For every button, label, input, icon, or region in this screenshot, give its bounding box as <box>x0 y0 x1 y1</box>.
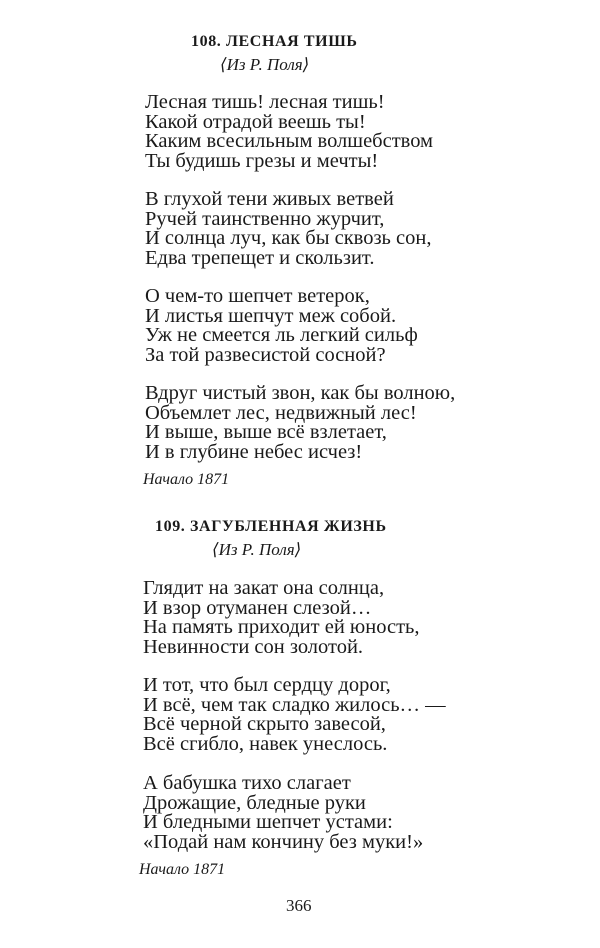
poem-109-date: Начало 1871 <box>139 861 226 878</box>
poem-line: Вдруг чистый звон, как бы волною, <box>145 382 456 404</box>
poem-line: И всё, чем так сладко жилось… — <box>143 693 446 716</box>
poem-line: Уж не смеется ль легкий сильф <box>145 324 418 346</box>
poem-108-date: Начало 1871 <box>143 471 230 488</box>
poem-line: Всё черной скрыто завесой, <box>143 713 386 735</box>
poem-108-source: ⟨Из Р. Поля⟩ <box>220 55 310 74</box>
poem-line: Какой отрадой веешь ты! <box>145 110 366 133</box>
poem-109-stanza-1 <box>143 579 420 657</box>
poem-line: А бабушка тихо слагает <box>143 772 351 794</box>
poem-line: И выше, выше всё взлетает, <box>145 421 387 443</box>
poem-108-title: 108. ЛЕСНАЯ ТИШЬ <box>191 33 358 50</box>
poem-108-stanza-4 <box>145 384 455 462</box>
page-number: 366 <box>286 896 312 915</box>
poem-line: Лесная тишь! лесная тишь! <box>145 91 385 113</box>
poem-108-stanza-1 <box>145 93 433 171</box>
poem-line: И взор отуманен слезой… <box>143 596 372 619</box>
poem-line: О чем-то шепчет ветерок, <box>145 285 370 307</box>
poem-line: Каким всесильным волшебством <box>145 130 434 152</box>
poem-108-stanza-3 <box>145 287 418 365</box>
poem-line: Ты будишь грезы и мечты! <box>145 149 379 172</box>
poem-line: И в глубине небес исчез! <box>145 440 363 463</box>
poem-line: Глядит на закат она солнца, <box>143 577 385 599</box>
poem-line: Дрожащие, бледные руки <box>143 791 366 814</box>
poem-109-source: ⟨Из Р. Поля⟩ <box>212 540 302 559</box>
poem-line: «Подай нам кончину без муки!» <box>143 830 424 853</box>
poem-line: Ручей таинственно журчит, <box>145 207 385 230</box>
poem-line: Объемлет лес, недвижный лес! <box>145 401 417 424</box>
poem-line: Всё сгибло, навек унеслось. <box>143 732 388 755</box>
poem-108-stanza-2 <box>145 190 431 268</box>
poem-line: На память приходит ей юность, <box>143 616 420 638</box>
poem-109-title: 109. ЗАГУБЛЕННАЯ ЖИЗНЬ <box>155 518 387 535</box>
poem-109-stanza-3 <box>143 774 423 852</box>
poem-line: Едва трепещет и скользит. <box>145 246 375 269</box>
poem-109-stanza-2 <box>143 676 446 754</box>
poem-line: И солнца луч, как бы сквозь сон, <box>145 227 432 249</box>
poem-line: И бледными шепчет устами: <box>143 811 393 833</box>
poem-line: Невинности сон золотой. <box>143 635 364 658</box>
poem-line: В глухой тени живых ветвей <box>145 188 394 210</box>
poem-line: И листья шепчут меж собой. <box>145 304 397 327</box>
poem-line: За той развесистой сосной? <box>145 343 386 366</box>
poem-line: И тот, что был сердцу дорог, <box>143 674 391 696</box>
